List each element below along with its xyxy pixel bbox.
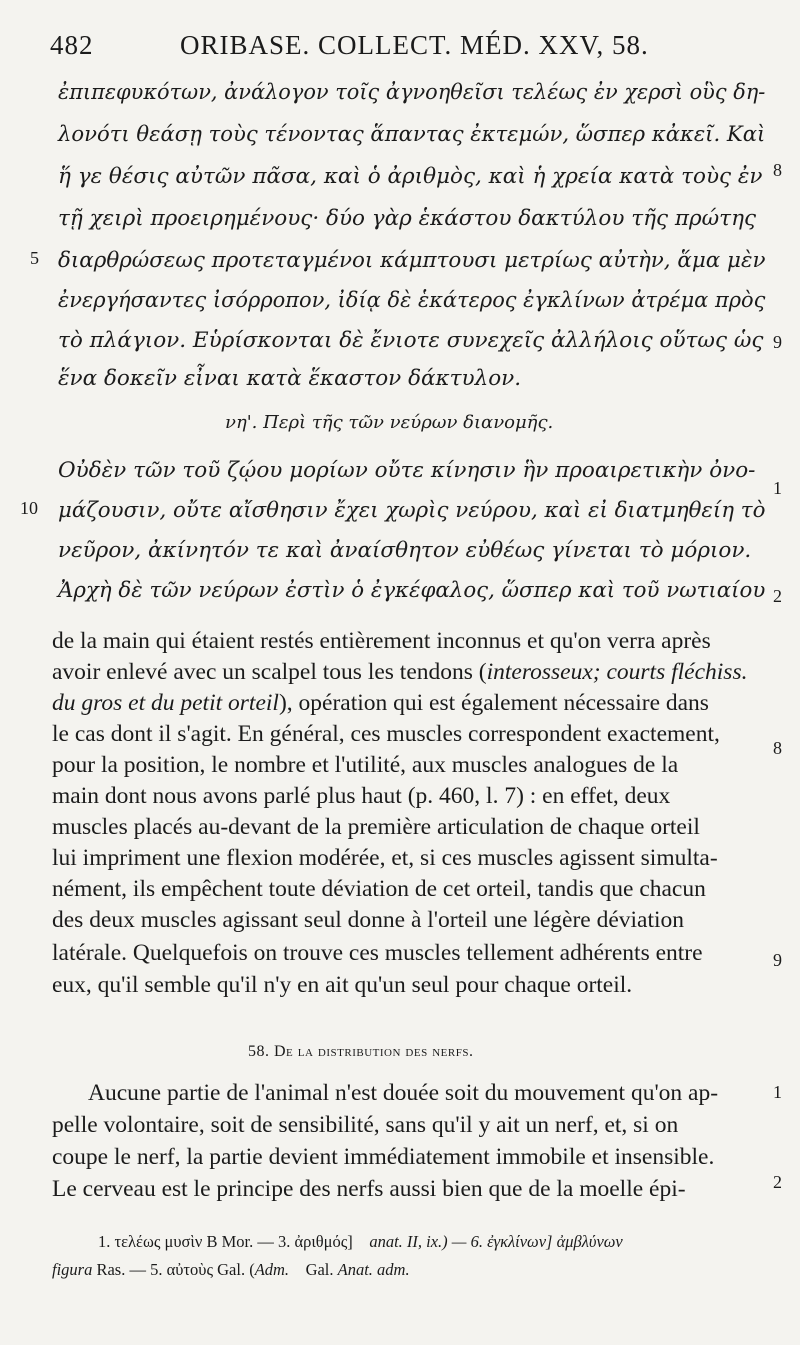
french-line: pelle volontaire, soit de sensibilité, sans qu'il y ait un nerf, et, si on xyxy=(52,1112,679,1138)
footnote-text: Anat. adm. xyxy=(337,1260,410,1279)
footnote-text: anat. II, ix.) — 6. ἐγκλίνων] ἀμβλύνων xyxy=(369,1232,623,1251)
greek-line: ἐνεργήσαντες ἰσόρροπον, ἰδίᾳ δὲ ἑκάτερος ἐγκλίνων ἀτρέμα πρὸς xyxy=(58,288,766,313)
french-line: coupe le nerf, la partie devient immédiatement immobile et insensible. xyxy=(52,1144,715,1170)
french-line: main dont nous avons parlé plus haut (p. 460, l. 7) : en effet, deux xyxy=(52,783,671,809)
section-number: 58. xyxy=(248,1043,270,1060)
french-line: le cas dont il s'agit. En général, ces muscles correspondent exactement, xyxy=(52,721,720,747)
running-title: ORIBASE. COLLECT. MÉD. XXV, 58. xyxy=(180,30,649,60)
margin-line-number: 1 xyxy=(773,1082,782,1102)
margin-line-number: 2 xyxy=(773,1172,782,1192)
french-line: latérale. Quelquefois on trouve ces muscles tellement adhérents entre xyxy=(52,940,703,966)
greek-line: νεῦρον, ἀκίνητόν τε καὶ ἀναίσθητον εὐθέως γίνεται τὸ μόριον. xyxy=(58,538,752,563)
margin-line-number: 10 xyxy=(20,498,38,518)
margin-line-number: 2 xyxy=(773,586,782,606)
greek-line: διαρθρώσεως προτεταγμένοι κάμπτουσι μετρίως αὐτὴν, ἅμα μὲν xyxy=(58,248,766,273)
margin-line-number: 9 xyxy=(773,950,782,970)
footnote-line xyxy=(52,1260,410,1280)
margin-line-number: 9 xyxy=(773,332,782,352)
french-line: muscles placés au-devant de la première articulation de chaque orteil xyxy=(52,814,700,840)
footnote-text: Adm. xyxy=(254,1260,290,1279)
margin-line-number: 8 xyxy=(773,160,782,180)
french-line-italic: interosseux; courts fléchiss. xyxy=(486,659,748,685)
greek-line: ἐπιπεφυκότων, ἀνάλογον τοῖς ἀγνοηθεῖσι τελέως ἐν χερσὶ οὓς δη- xyxy=(58,80,766,105)
greek-section-heading: νη'. Περὶ τῆς τῶν νεύρων διανομῆς. xyxy=(225,412,554,433)
footnote-text: Ras. — 5. αὐτοὺς Gal. ( xyxy=(96,1260,255,1279)
greek-line: Ἀρχὴ δὲ τῶν νεύρων ἐστὶν ὁ ἐγκέφαλος, ὥσπερ καὶ τοῦ νωτιαίου xyxy=(58,578,766,603)
french-line: Le cerveau est le principe des nerfs aussi bien que de la moelle épi- xyxy=(52,1176,686,1202)
margin-line-number: 1 xyxy=(773,478,782,498)
margin-line-number: 5 xyxy=(30,248,39,268)
greek-line: λονότι θεάσῃ τοὺς τένοντας ἅπαντας ἐκτεμών, ὥσπερ κἀκεῖ. Καὶ xyxy=(58,122,766,147)
french-line: nément, ils empêchent toute déviation de cet orteil, tandis que chacun xyxy=(52,876,706,902)
footnote-line xyxy=(98,1232,623,1252)
footnote-text: figura xyxy=(52,1260,93,1279)
greek-line: Οὐδὲν τῶν τοῦ ζῴου μορίων οὔτε κίνησιν ἣν προαιρετικὴν ὀνο- xyxy=(58,458,756,483)
margin-line-number: 8 xyxy=(773,738,782,758)
french-line: eux, qu'il semble qu'il n'y en ait qu'un seul pour chaque orteil. xyxy=(52,972,633,998)
french-line xyxy=(52,659,747,686)
french-line: pour la position, le nombre et l'utilité, aux muscles analogues de la xyxy=(52,752,679,778)
french-line-text: avoir enlevé avec un scalpel tous les tendons ( xyxy=(52,659,487,685)
french-line-text: ), opération qui est également nécessaire dans xyxy=(278,690,709,716)
french-line: lui impriment une flexion modérée, et, si ces muscles agissent simulta- xyxy=(52,845,718,871)
greek-line: μάζουσιν, οὔτε αἴσθησιν ἔχει χωρὶς νεύρου, καὶ εἰ διατμηθείη τὸ xyxy=(58,498,766,523)
french-line: de la main qui étaient restés entièrement inconnus et qu'on verra après xyxy=(52,628,711,654)
french-line-italic: du gros et du petit orteil xyxy=(52,690,279,716)
greek-line: ἕνα δοκεῖν εἶναι κατὰ ἕκαστον δάκτυλον. xyxy=(58,366,522,391)
french-line xyxy=(52,690,709,717)
footnote-text: Gal. xyxy=(305,1260,334,1279)
french-line: des deux muscles agissant seul donne à l'orteil une légère déviation xyxy=(52,907,685,933)
page-number: 482 xyxy=(50,30,94,60)
greek-line: ἥ γε θέσις αὐτῶν πᾶσα, καὶ ὁ ἀριθμὸς, καὶ ἡ χρεία κατὰ τοὺς ἐν xyxy=(58,164,763,189)
section-title: De la distribution des nerfs. xyxy=(274,1043,474,1060)
french-line: Aucune partie de l'animal n'est douée soit du mouvement qu'on ap- xyxy=(88,1080,719,1106)
greek-line: τὸ πλάγιον. Εὑρίσκονται δὲ ἔνιοτε συνεχεῖς ἀλλήλοις οὕτως ὡς xyxy=(58,328,764,353)
footnote-text: 1. τελέως μυσὶν B Mor. — 3. ἀριθμός] xyxy=(98,1232,353,1251)
greek-line: τῇ χειρὶ προειρημένους· δύο γὰρ ἑκάστου δακτύλου τῆς πρώτης xyxy=(58,206,756,231)
french-section-heading xyxy=(248,1043,473,1061)
